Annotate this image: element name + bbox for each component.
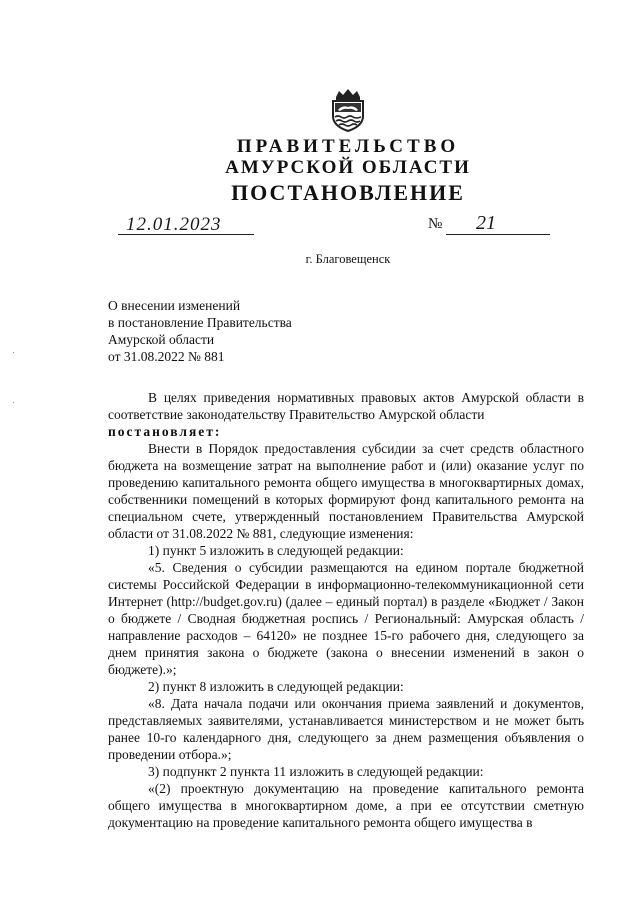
subject-line: Амурской области bbox=[108, 332, 215, 347]
coat-of-arms-icon bbox=[328, 88, 368, 132]
body-paragraph: 2) пункт 8 изложить в следующей редакции: bbox=[148, 679, 404, 694]
subject-block bbox=[108, 297, 292, 365]
document-type: ПОСТАНОВЛЕНИЕ bbox=[231, 180, 465, 205]
resolves-word: постановляет: bbox=[108, 424, 222, 439]
subject-line: О внесении изменений bbox=[108, 298, 241, 313]
body-paragraph: «(2) проектную документацию на проведение капитального ремонта общего имущества в многоквартирном доме, а при ее отсутствии сметную документацию на проведение капитального ремонта общего имущества в bbox=[108, 781, 584, 830]
city: г. Благовещенск bbox=[305, 252, 391, 266]
handwritten-number: 21 bbox=[476, 212, 496, 234]
body-paragraph: Внести в Порядок предоставления субсидии за счет средств областного бюджета на возмещение затрат на выполнение работ и (или) оказание услуг по проведению капитального ремонта общего имущества в многоквартирных домах, собственники помещений в которых формируют фонд капитального ремонта на специальном счете, утвержденный постановлением Правительства Амурской области от 31.08.2022 № 881, следующие изменения: bbox=[108, 441, 584, 541]
region-title: АМУРСКОЙ ОБЛАСТИ bbox=[225, 157, 471, 178]
government-title: ПРАВИТЕЛЬСТВО bbox=[236, 136, 460, 157]
body-paragraph: 1) пункт 5 изложить в следующей редакции: bbox=[148, 543, 404, 558]
body-paragraph: «8. Дата начала подачи или окончания приема заявлений и документов, представляемых заявителями, устанавливается министерством и не может быть ранее 10-го календарного дня, следующего за днем размещения объявления о проведении отбора.»; bbox=[108, 696, 584, 762]
body-paragraph: «5. Сведения о субсидии размещаются на едином портале бюджетной системы Российской Федерации в информационно-телекоммуникационной сети Интернет (http://budget.gov.ru) (далее – единый портал) в разделе «Бюджет / Закон о бюджете / Сводная бюджетная роспись / Региональный: Амурская область / направление расходов – 64120» не позднее 15-го рабочего дня, следующего за днем принятия закона о бюджете (закона о внесении изменений в закон о бюджете).»; bbox=[108, 560, 584, 677]
scan-speck bbox=[13, 402, 14, 403]
subject-line: от 31.08.2022 № 881 bbox=[108, 349, 225, 364]
date-field bbox=[118, 216, 254, 235]
document-body bbox=[108, 389, 584, 831]
handwritten-date: 12.01.2023 bbox=[126, 214, 222, 235]
number-field bbox=[446, 212, 550, 235]
number-label: № bbox=[428, 216, 443, 232]
scan-speck bbox=[13, 352, 14, 353]
body-paragraph: 3) подпункт 2 пункта 11 изложить в следующей редакции: bbox=[148, 764, 484, 779]
subject-line: в постановление Правительства bbox=[108, 315, 292, 330]
preamble-paragraph: В целях приведения нормативных правовых актов Амурской области в соответствие законодательству Правительство Амурской области bbox=[108, 390, 584, 422]
